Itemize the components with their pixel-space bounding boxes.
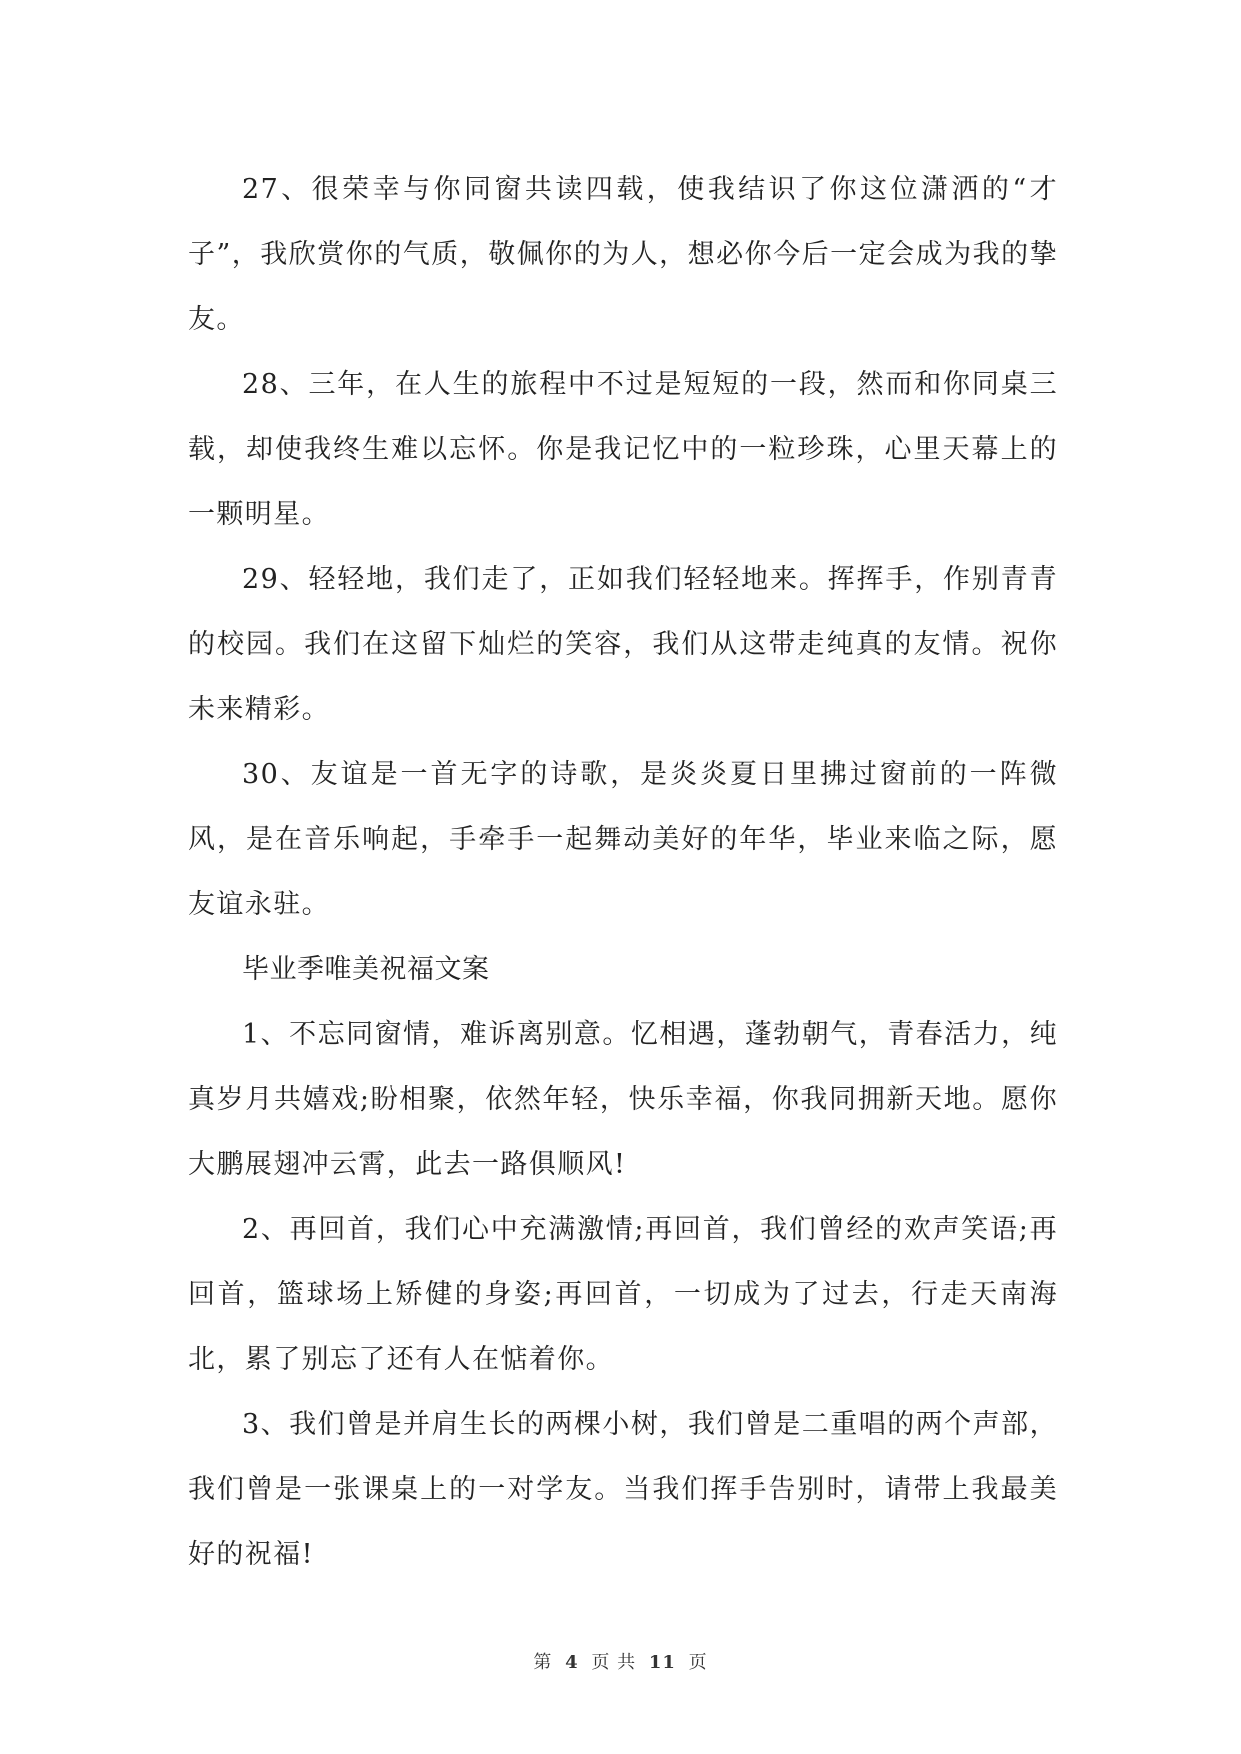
footer-suffix: 页 bbox=[688, 1652, 708, 1673]
section-heading: 毕业季唯美祝福文案 bbox=[242, 954, 490, 985]
paragraph-27: 27、很荣幸与你同窗共读四载，使我结识了你这位潇洒的“才子”，我欣赏你的气质，敬佩你的为人，想必你今后一定会成为我的挚友。 bbox=[188, 174, 1058, 335]
paragraph-30: 30、友谊是一首无字的诗歌，是炎炎夏日里拂过窗前的一阵微风，是在音乐响起，手牵手一起舞动美好的年华，毕业来临之际，愿友谊永驻。 bbox=[188, 759, 1058, 920]
footer-prefix: 第 bbox=[533, 1652, 553, 1673]
paragraph-3: 3、我们曾是并肩生长的两棵小树，我们曾是二重唱的两个声部，我们曾是一张课桌上的一对学友。当我们挥手告别时，请带上我最美好的祝福! bbox=[188, 1409, 1058, 1570]
document-body bbox=[188, 157, 1058, 1587]
page-footer bbox=[0, 1648, 1241, 1674]
current-page-number: 4 bbox=[565, 1652, 579, 1673]
paragraph-29: 29、轻轻地，我们走了，正如我们轻轻地来。挥挥手，作别青青的校园。我们在这留下灿烂的笑容，我们从这带走纯真的友情。祝你未来精彩。 bbox=[188, 564, 1058, 725]
total-page-count: 11 bbox=[648, 1652, 676, 1673]
paragraph-1: 1、不忘同窗情，难诉离别意。忆相遇，蓬勃朝气，青春活力，纯真岁月共嬉戏;盼相聚，依然年轻，快乐幸福，你我同拥新天地。愿你大鹏展翅冲云霄，此去一路俱顺风! bbox=[188, 1019, 1058, 1180]
footer-middle: 页 共 bbox=[591, 1652, 637, 1673]
paragraph-2: 2、再回首，我们心中充满激情;再回首，我们曾经的欢声笑语;再回首，篮球场上矫健的身姿;再回首，一切成为了过去，行走天南海北，累了别忘了还有人在惦着你。 bbox=[188, 1214, 1058, 1375]
paragraph-28: 28、三年，在人生的旅程中不过是短短的一段，然而和你同桌三载，却使我终生难以忘怀。你是我记忆中的一粒珍珠，心里天幕上的一颗明星。 bbox=[188, 369, 1058, 530]
